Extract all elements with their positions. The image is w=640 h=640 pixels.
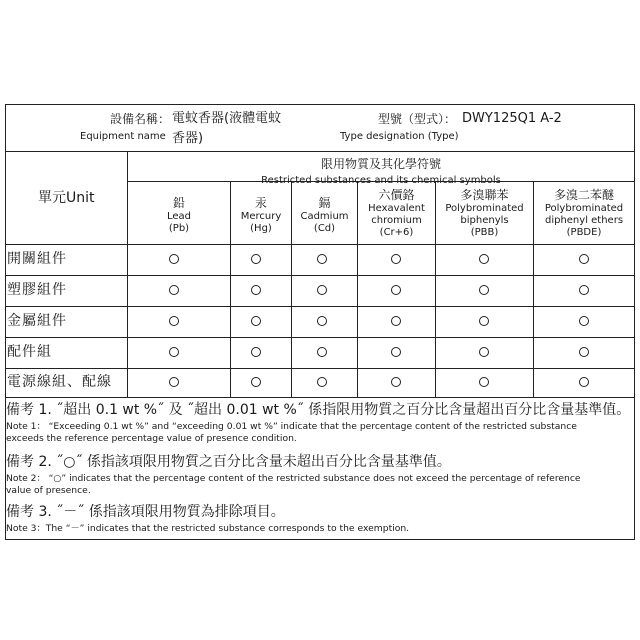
column-header-symbol: (PBB) bbox=[470, 227, 499, 238]
mark-circle bbox=[479, 316, 489, 326]
mark-circle bbox=[169, 254, 179, 264]
note-2-zh: 備考 2. ˝○˝ 係指該項限用物質之百分比含量未超出百分比含量基準值。 bbox=[6, 454, 451, 470]
mark-circle bbox=[479, 285, 489, 295]
mark-circle bbox=[579, 316, 589, 326]
mark-circle bbox=[579, 347, 589, 357]
restricted-substances-header-zh: 限用物質及其化學符號 bbox=[320, 157, 441, 171]
mark-circle bbox=[391, 254, 401, 264]
column-header-cadmium bbox=[292, 194, 357, 235]
column-header-en: Lead bbox=[166, 211, 192, 222]
column-header-en: Polybrominated bbox=[544, 203, 624, 214]
equipment-name-label-zh: 設備名稱： bbox=[110, 112, 171, 126]
document-header bbox=[6, 105, 634, 152]
note-2-en-cont: value of presence. bbox=[6, 485, 91, 496]
mark-circle bbox=[479, 254, 489, 264]
equipment-name-value-line2: 香器) bbox=[172, 131, 204, 146]
mark-circle bbox=[169, 377, 179, 387]
mark-circle bbox=[169, 316, 179, 326]
mark-circle bbox=[391, 347, 401, 357]
mark-circle bbox=[479, 347, 489, 357]
type-label-en: Type designation (Type) bbox=[340, 131, 459, 142]
type-label-zh: 型號（型式）： bbox=[378, 112, 457, 126]
column-header-pbde bbox=[534, 186, 634, 239]
column-header-zh: 多溴二苯醚 bbox=[553, 188, 614, 202]
grid-line bbox=[6, 397, 634, 398]
mark-circle bbox=[579, 377, 589, 387]
column-header-en: Cadmium bbox=[300, 211, 349, 222]
column-header-lead bbox=[128, 194, 230, 235]
column-header-pbb bbox=[436, 186, 533, 239]
column-header-zh: 鎘 bbox=[318, 196, 331, 210]
mark-circle bbox=[317, 285, 327, 295]
column-header-zh: 六價鉻 bbox=[378, 188, 415, 202]
note-3-zh: 備考 3. ˝－˝ 係指該項限用物質為排除項目。 bbox=[6, 504, 285, 520]
type-value: DWY125Q1 A-2 bbox=[462, 111, 562, 126]
row-label-metal-assembly: 金屬組件 bbox=[7, 313, 67, 329]
mark-circle bbox=[251, 285, 261, 295]
mark-circle bbox=[169, 347, 179, 357]
column-header-symbol: (Pb) bbox=[168, 223, 190, 234]
column-header-en: Polybrominated bbox=[445, 203, 524, 214]
grid-line bbox=[6, 337, 634, 338]
column-header-zh: 鉛 bbox=[172, 196, 185, 210]
grid-line bbox=[6, 244, 634, 245]
column-header-zh: 汞 bbox=[254, 196, 267, 210]
row-label-power-cord-wiring: 電源線組、配線 bbox=[7, 374, 112, 390]
restricted-substances-header bbox=[128, 155, 634, 187]
mark-circle bbox=[169, 285, 179, 295]
mark-circle bbox=[251, 254, 261, 264]
note-2-en: Note 2： “○” indicates that the percentage content of the restricted substance does not exceed the percentage of reference bbox=[6, 473, 581, 484]
mark-circle bbox=[317, 377, 327, 387]
column-header-en: Mercury bbox=[240, 211, 282, 222]
mark-circle bbox=[317, 254, 327, 264]
mark-circle bbox=[579, 285, 589, 295]
column-header-en-2: chromium bbox=[371, 215, 422, 226]
column-header-en-2: biphenyls bbox=[460, 215, 509, 226]
grid-line bbox=[6, 368, 634, 369]
note-1-en-cont: exceeds the reference percentage value of presence condition. bbox=[6, 433, 297, 444]
mark-circle bbox=[317, 316, 327, 326]
grid-line bbox=[127, 151, 128, 397]
mark-circle bbox=[251, 377, 261, 387]
equipment-name-value-line1: 電蚊香器(液體電蚊 bbox=[172, 111, 282, 126]
column-header-zh: 多溴聯苯 bbox=[460, 188, 509, 202]
mark-circle bbox=[579, 254, 589, 264]
note-1-zh: 備考 1. ˝超出 0.1 wt %˝ 及 ˝超出 0.01 wt %˝ 係指限用物質之百分比含量超出百分比含量基準值。 bbox=[6, 402, 631, 418]
mark-circle bbox=[391, 377, 401, 387]
note-3-en: Note 3：The “－” indicates that the restricted substance corresponds to the exemption. bbox=[6, 523, 410, 534]
row-label-accessories: 配件組 bbox=[7, 344, 52, 360]
grid-line bbox=[6, 306, 634, 307]
mark-circle bbox=[391, 316, 401, 326]
column-header-symbol: (Cr+6) bbox=[379, 227, 414, 238]
equipment-name-label-en: Equipment name bbox=[80, 131, 166, 142]
grid-line bbox=[6, 275, 634, 276]
column-header-hexavalent-chromium bbox=[358, 186, 435, 239]
column-header-symbol: (PBDE) bbox=[566, 227, 602, 238]
row-label-switch-assembly: 開關組件 bbox=[7, 251, 67, 267]
column-header-symbol: (Hg) bbox=[250, 223, 272, 234]
rohs-declaration-sheet bbox=[5, 104, 635, 540]
mark-circle bbox=[391, 285, 401, 295]
column-header-mercury bbox=[231, 194, 291, 235]
mark-circle bbox=[317, 347, 327, 357]
restricted-substances-header-en: Restricted substances and its chemical symbols bbox=[261, 175, 501, 186]
mark-circle bbox=[251, 347, 261, 357]
note-1-en: Note 1： “Exceeding 0.1 wt %” and “exceeding 0.01 wt %” indicate that the percentage content of the restricted substance bbox=[6, 421, 577, 432]
row-label-plastic-assembly: 塑膠組件 bbox=[7, 282, 67, 298]
column-header-symbol: (Cd) bbox=[313, 223, 336, 234]
mark-circle bbox=[479, 377, 489, 387]
column-header-en: Hexavalent bbox=[368, 203, 425, 214]
mark-circle bbox=[251, 316, 261, 326]
unit-column-header: 單元Unit bbox=[38, 190, 95, 206]
column-header-en-2: diphenyl ethers bbox=[544, 215, 624, 226]
